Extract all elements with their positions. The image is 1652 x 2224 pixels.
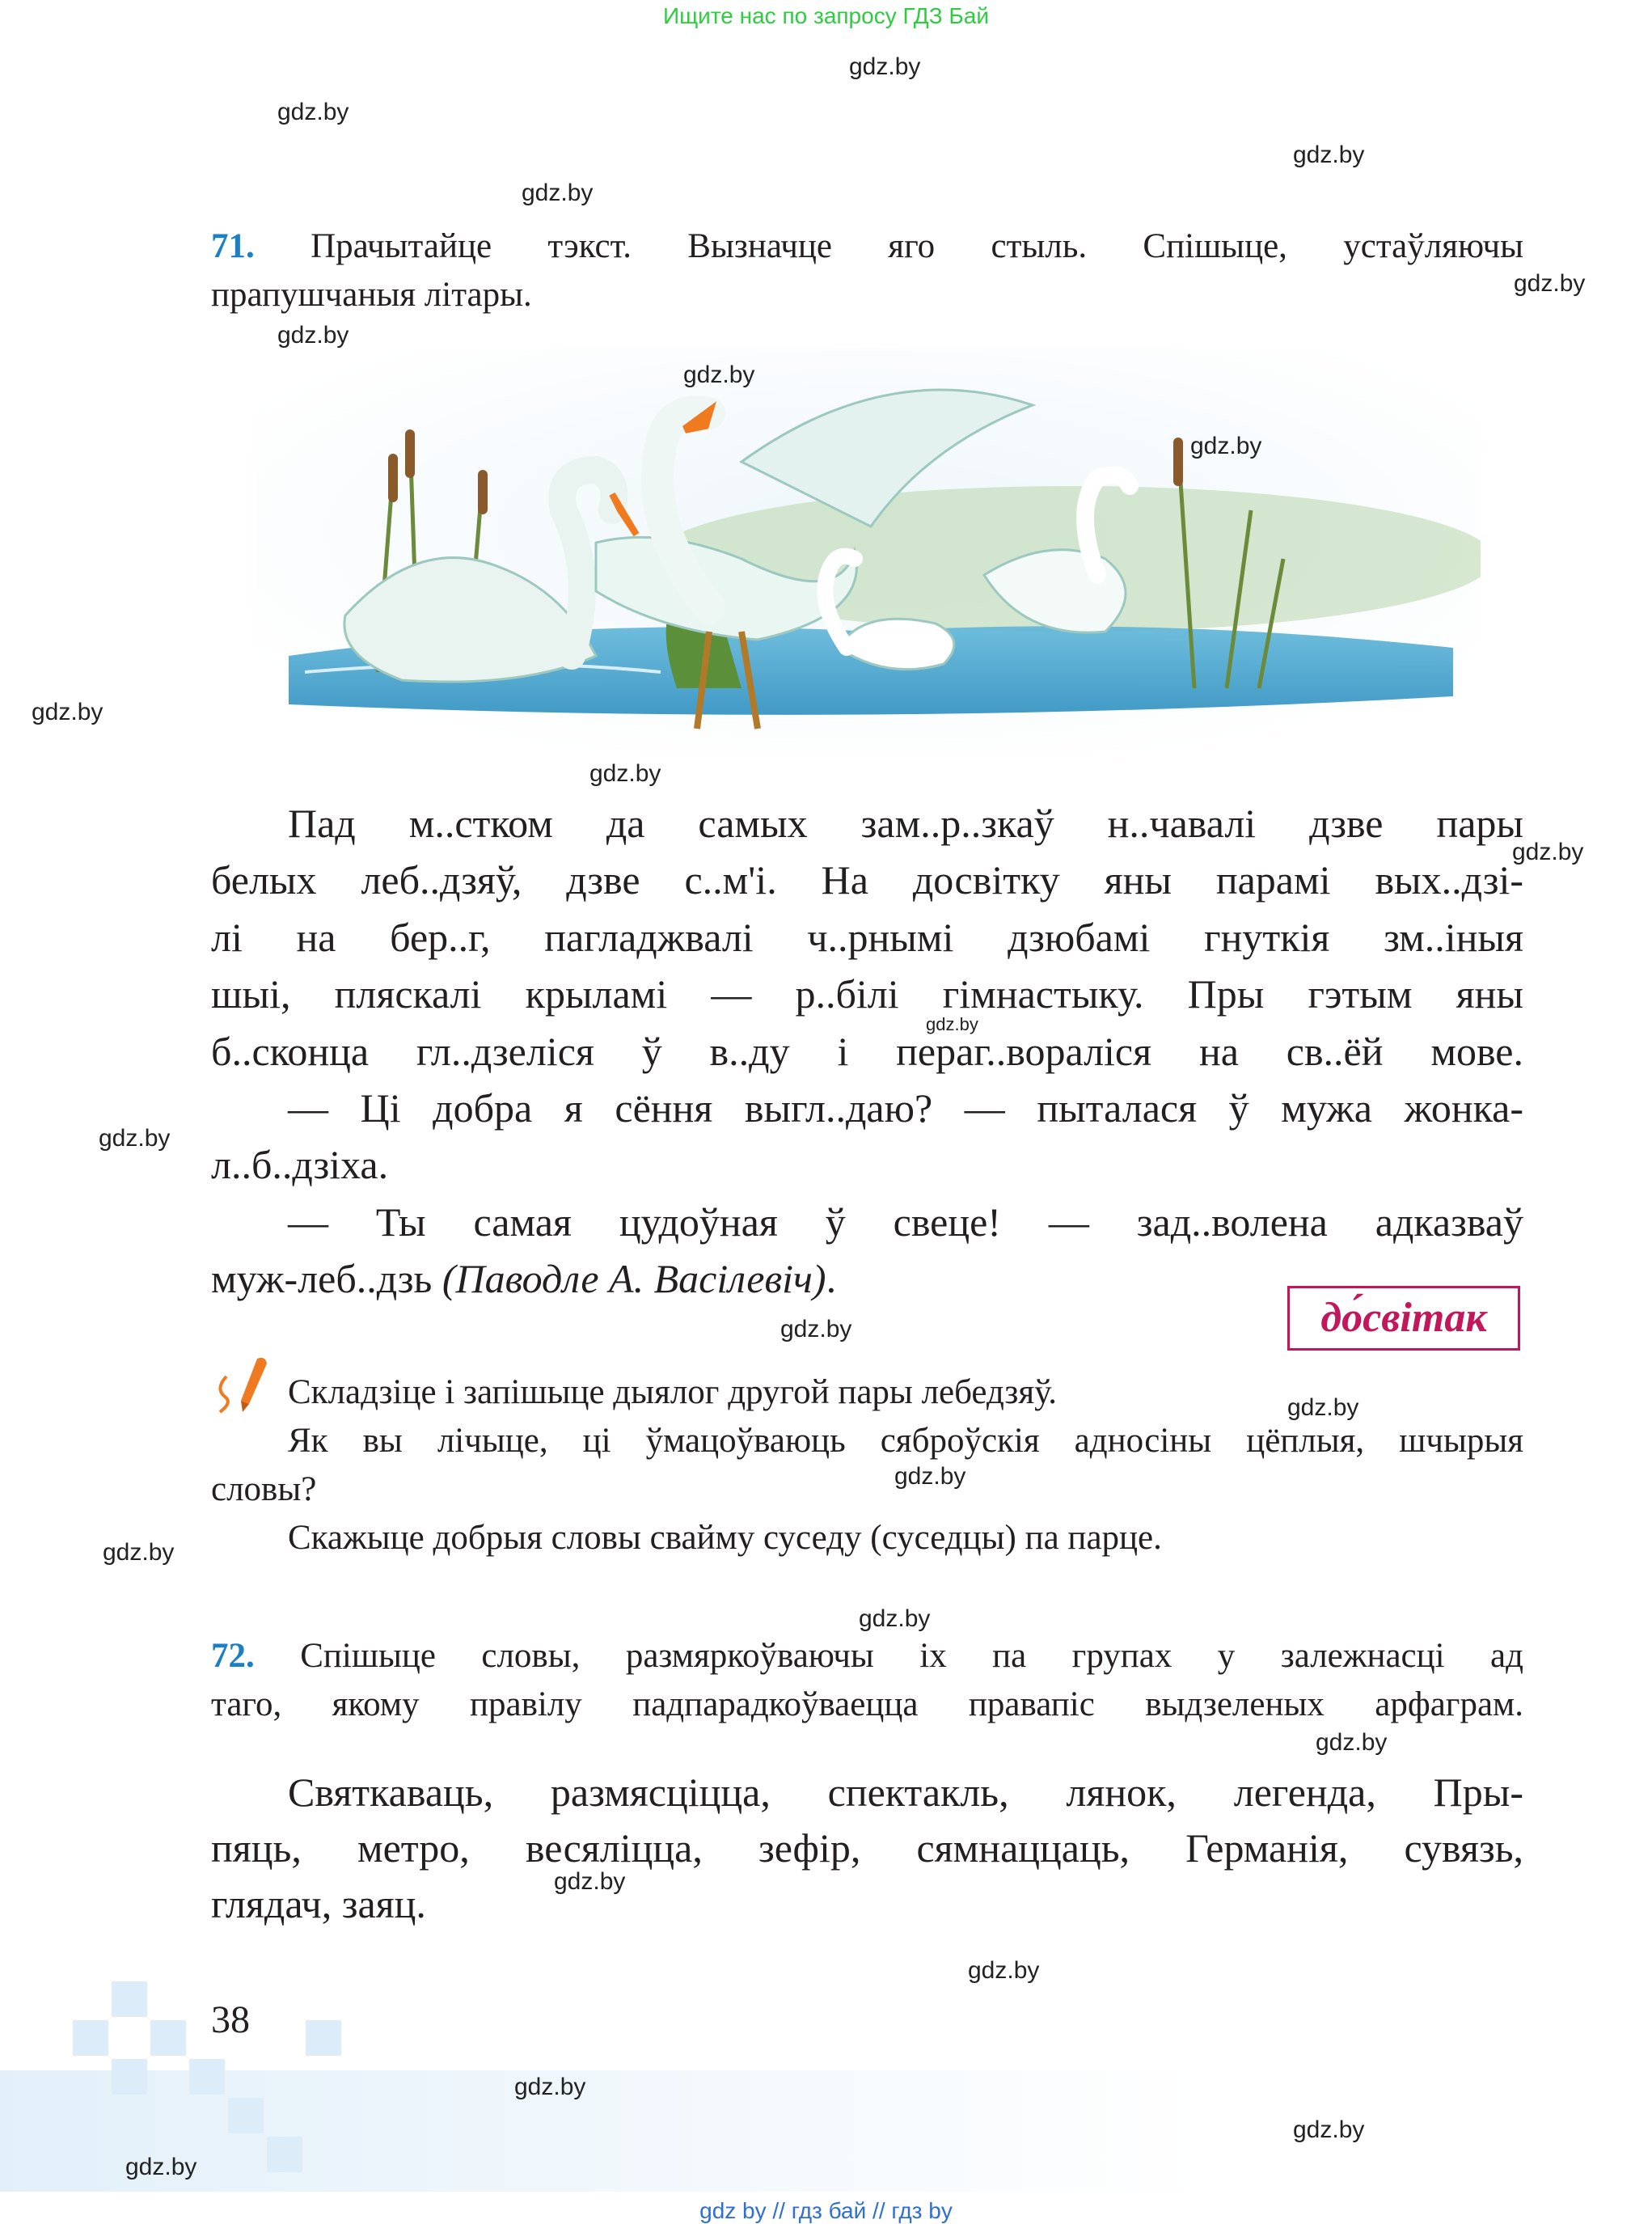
story-line: — Ты самая цудоўная ў свеце! — зад..волена адказваў (288, 1199, 1523, 1245)
watermark: gdz.by (926, 1014, 978, 1034)
story-line: л..б..дзіха. (211, 1142, 389, 1188)
task-number: 72. (211, 1637, 255, 1675)
story-text-end: муж-леб..дзь (211, 1256, 433, 1302)
watermark: gdz.by (1293, 2116, 1365, 2143)
watermark: gdz.by (859, 1605, 931, 1632)
word-line: глядач, заяц. (211, 1881, 426, 1926)
footer-links[interactable]: gdz by // гдз бай // гдз by (699, 2198, 953, 2223)
story-line: — Ці добра я сёння выгл..даю? — пыталася ў мужа жонка- (288, 1085, 1523, 1131)
word-line: пяць, метро, весяліцца, зефір, сямнаццаць, Германія, сувязь, (211, 1825, 1523, 1871)
task-text: прапушчаныя літары. (211, 276, 532, 314)
watermark: gdz.by (103, 1539, 175, 1566)
watermark: gdz.by (1512, 839, 1584, 865)
question: Скажыце добрыя словы свайму суседу (суседцы) па парце. (288, 1519, 1162, 1557)
watermark: gdz.by (125, 2154, 197, 2180)
period: . (826, 1256, 837, 1302)
watermark: gdz.by (32, 699, 104, 725)
watermark: gdz.by (1190, 433, 1262, 459)
story-text (211, 795, 1523, 1308)
story-line: Пад м..стком да самых зам..р..зкаў н..чавалі дзве пары (288, 801, 1523, 846)
word-line: Святкаваць, размясціцца, спектакль, лянок, легенда, Пры- (288, 1769, 1523, 1815)
task-text: Прачытайце тэкст. Вызначце яго стыль. Спішыце, устаўляючы (311, 227, 1524, 265)
watermark: gdz.by (1514, 270, 1586, 297)
question: Як вы лічыце, ці ўмацоўваюць сяброўскія адносіны цёплыя, шчырыя (288, 1422, 1523, 1460)
watermark: gdz.by (99, 1125, 171, 1152)
watermark: gdz.by (589, 760, 661, 787)
watermark: gdz.by (849, 53, 921, 80)
search-banner[interactable]: Ищите нас по запросу ГДЗ Бай (662, 3, 990, 28)
dosvitak-vocabulary-box: до́світак (1287, 1286, 1520, 1351)
question: словы? (211, 1470, 317, 1508)
watermark: gdz.by (780, 1316, 852, 1342)
watermark: gdz.by (277, 322, 349, 349)
watermark: gdz.by (968, 1957, 1040, 1984)
story-line: лі на бер..г, пагладжвалі ч..рнымі дзюбамі гнуткія зм..іныя (211, 914, 1523, 960)
page-number: 38 (211, 1998, 250, 2041)
watermark: gdz.by (277, 99, 349, 125)
watermark: gdz.by (554, 1868, 626, 1895)
task-text: таго, якому правілу падпарадкоўваецца правапіс выдзеленых арфаграм. (211, 1685, 1523, 1723)
task-text: Спішыце словы, размяркоўваючы іх па групах у залежнасці ад (300, 1637, 1523, 1675)
watermark: gdz.by (894, 1463, 966, 1490)
task-number: 71. (211, 227, 255, 265)
story-line: шыі, пляскалі крыламі — р..білі гімнастыку. Пры гэтым яны (211, 971, 1523, 1017)
task-72 (211, 1632, 1523, 1729)
story-source: (Паводле А. Васілевіч) (442, 1256, 826, 1302)
word-list (211, 1765, 1523, 1932)
story-line: белых леб..дзяў, дзве с..м'і. На досвітку яны парамі вых..дзі- (211, 857, 1523, 903)
watermark: gdz.by (683, 362, 755, 388)
question: Складзіце і запішыце дыялог другой пары лебедзяў. (288, 1373, 1058, 1411)
swans-illustration (256, 349, 1481, 755)
watermark: gdz.by (1316, 1729, 1388, 1756)
watermark: gdz.by (514, 2074, 586, 2100)
watermark: gdz.by (1293, 142, 1365, 168)
watermark: gdz.by (522, 180, 594, 206)
task-71 (211, 222, 1523, 319)
story-line: б..сконца гл..дзеліся ў в..ду і пераг..вораліся на св..ёй мове. (211, 1028, 1523, 1074)
watermark: gdz.by (1287, 1394, 1359, 1421)
